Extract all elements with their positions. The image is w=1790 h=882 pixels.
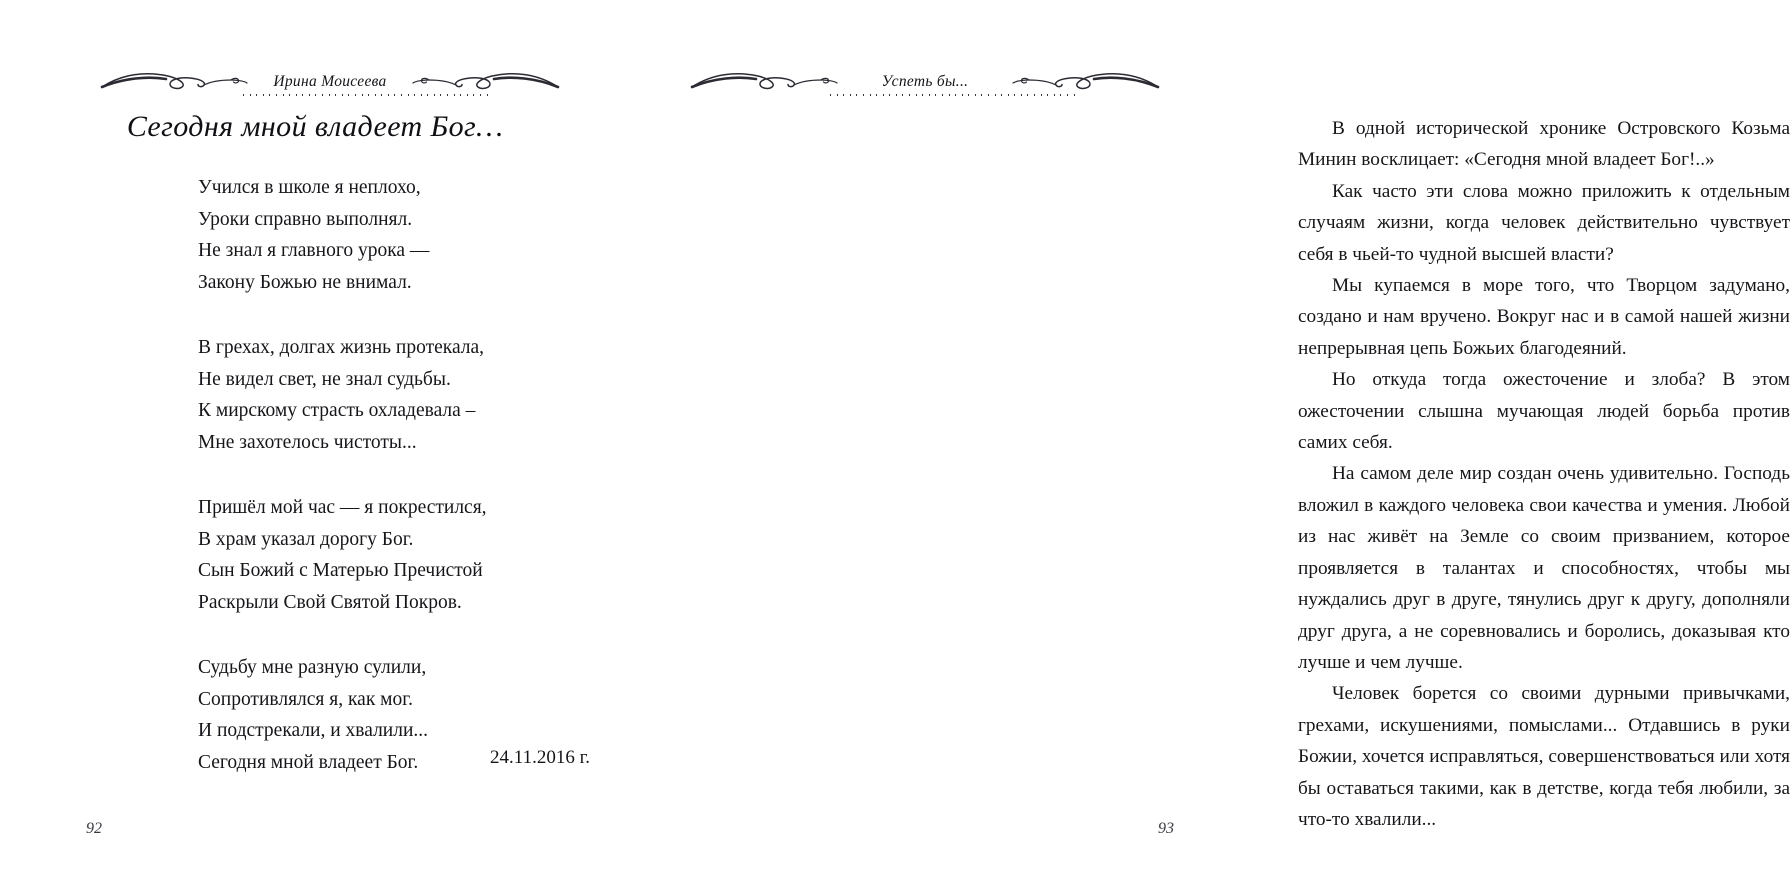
paragraph: Но откуда тогда ожесточение и злоба? В этом ожесточении слышна мучающая людей борьба против самих себя. [1298, 369, 1790, 454]
poem-line: Сын Божий с Матерью Пречистой [198, 560, 483, 581]
left-dotted-rule [240, 90, 490, 100]
right-running-head-title: Успеть бы... [881, 73, 969, 90]
poem-line: Учился в школе я неплохо, [198, 177, 421, 198]
poem-line: Судьбу мне разную сулили, [198, 657, 427, 678]
poem-title: Сегодня мной владеет Бог… [126, 110, 504, 143]
paragraph: В одной исторической хронике Островского Козьма Минин восклицает: «Сегодня мной владеет Бог!..» [1298, 118, 1790, 171]
paragraph: Мы купаемся в море того, что Творцом задумано, создано и нам вручено. Вокруг нас и в самой нашей жизни непрерывная цепь Божьих благодеяний. [1298, 275, 1790, 359]
flourish-swash-left-icon [100, 67, 248, 97]
poem-line: В грехах, долгах жизнь протекала, [198, 337, 485, 358]
flourish-swash-left-icon [690, 67, 838, 97]
prose-body [1298, 113, 1790, 835]
poem-line: Не знал я главного урока — [198, 240, 430, 261]
poem-line: Сегодня мной владеет Бог. [198, 751, 419, 773]
left-running-head-title: Ирина Моисеева [273, 73, 387, 90]
poem-line: Раскрыли Свой Святой Покров. [198, 591, 462, 613]
poem-date: 24.11.2016 г. [490, 747, 590, 768]
poem-stanza [198, 172, 598, 298]
poem-stanza [198, 332, 598, 458]
poem-line: Уроки справно выполнял. [198, 208, 413, 230]
poem-stanza [198, 492, 598, 618]
poem-line: К мирскому страсть охладевала – [198, 400, 476, 421]
poem-body [198, 172, 598, 778]
paragraph: Как часто эти слова можно приложить к отдельным случаям жизни, когда человек действительно чувствует себя в чьей-то чудной высшей власти? [1298, 180, 1790, 265]
poem-line: В храм указал дорогу Бог. [198, 528, 414, 550]
poem-line: Пришёл мой час — я покрестился, [198, 497, 487, 518]
poem-line: Не видел свет, не знал судьбы. [198, 368, 451, 390]
poem-line: Мне захотелось чистоты... [198, 431, 417, 453]
paragraph: На самом деле мир создан очень удивительно. Господь вложил в каждого человека свои качества и умения. Любой из нас живёт на Земле со своим призванием, которое проявляется в талантах и способностях, чтобы мы нуждались друг в друге, тянулись друг к другу, дополняли друг друга, а не соревновались и боролись, доказывая кто лучше и чем лучше. [1298, 463, 1790, 673]
page-number-left: 92 [86, 820, 102, 837]
poem-line: Закону Божью не внимал. [198, 271, 412, 293]
left-page [0, 0, 630, 882]
right-dotted-rule [827, 90, 1077, 100]
poem-line: Сопротивлялся я, как мог. [198, 688, 413, 710]
poem-line: И подстрекали, и хвалили... [198, 720, 429, 741]
page-number-right: 93 [1158, 820, 1174, 837]
right-page [630, 0, 1790, 882]
paragraph: Человек борется со своими дурными привычками, грехами, искушениями, помыслами... Отдавшись в руки Божии, хочется исправляться, совершенствоваться или хотя бы оставаться такими, как в детстве, когда тебя любили, за что-то хвалили... [1298, 683, 1790, 830]
